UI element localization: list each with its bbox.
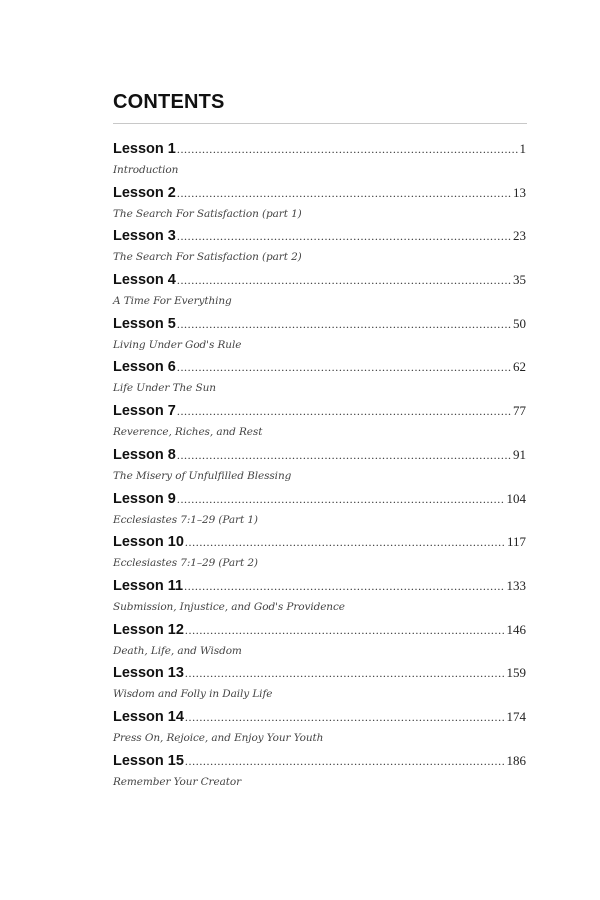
- dot-leader: [185, 754, 505, 768]
- toc-entry[interactable]: [113, 228, 526, 272]
- lesson-label: Lesson 7: [113, 403, 176, 420]
- lesson-label: Lesson 5: [113, 315, 176, 332]
- toc-entry[interactable]: [113, 622, 526, 666]
- dot-leader: [185, 710, 505, 724]
- toc-entry-line: [113, 622, 526, 642]
- lesson-subtitle: Introduction: [113, 164, 179, 176]
- lesson-subtitle: Reverence, Riches, and Rest: [113, 426, 263, 439]
- lesson-subtitle: Life Under The Sun: [113, 382, 216, 395]
- lesson-label: Lesson 6: [113, 359, 176, 376]
- toc-entry-line: [113, 141, 526, 161]
- lesson-subtitle: Submission, Injustice, and God's Providence: [113, 600, 345, 613]
- lesson-subtitle: Remember Your Creator: [113, 775, 241, 788]
- toc-entry[interactable]: [113, 316, 526, 360]
- page-number: 77: [513, 403, 526, 419]
- toc-entry[interactable]: [113, 753, 526, 797]
- dot-leader: [185, 623, 505, 637]
- table-of-contents: [113, 141, 526, 796]
- lesson-subtitle: Ecclesiastes 7:1–29 (Part 1): [113, 513, 258, 526]
- page-number: 23: [513, 228, 526, 244]
- toc-entry-line: [113, 447, 526, 467]
- dot-leader: [185, 535, 505, 549]
- dot-leader: [177, 229, 511, 243]
- lesson-label: Lesson 12: [113, 621, 184, 638]
- toc-entry[interactable]: [113, 272, 526, 316]
- lesson-subtitle: The Search For Satisfaction (part 2): [113, 251, 302, 264]
- lesson-label: Lesson 14: [113, 708, 184, 725]
- page-title: CONTENTS: [113, 91, 225, 113]
- toc-entry[interactable]: [113, 403, 526, 447]
- page-number: 62: [513, 359, 526, 375]
- lesson-label: Lesson 9: [113, 490, 176, 507]
- lesson-subtitle: Ecclesiastes 7:1–29 (Part 2): [113, 557, 258, 570]
- lesson-subtitle: Death, Life, and Wisdom: [113, 644, 242, 657]
- toc-entry[interactable]: [113, 491, 526, 535]
- toc-entry[interactable]: [113, 447, 526, 491]
- toc-entry[interactable]: [113, 709, 526, 753]
- lesson-subtitle: A Time For Everything: [113, 295, 232, 308]
- dot-leader: [177, 273, 511, 287]
- page-number: 146: [506, 621, 526, 637]
- toc-entry-line: [113, 534, 526, 554]
- lesson-label: Lesson 11: [113, 577, 184, 594]
- lesson-subtitle: Press On, Rejoice, and Enjoy Your Youth: [113, 731, 324, 744]
- page-number: 13: [513, 184, 526, 200]
- toc-entry-line: [113, 185, 526, 205]
- toc-entry-line: [113, 316, 526, 336]
- page-number: 91: [513, 446, 526, 462]
- toc-entry-line: [113, 272, 526, 292]
- lesson-label: Lesson 3: [113, 228, 176, 245]
- dot-leader: [184, 579, 504, 593]
- page-number: 186: [506, 752, 526, 768]
- toc-entry[interactable]: [113, 578, 526, 622]
- page-number: 50: [513, 315, 526, 331]
- title-divider: [113, 123, 527, 124]
- lesson-subtitle: The Search For Satisfaction (part 1): [113, 207, 302, 220]
- toc-entry[interactable]: [113, 534, 526, 578]
- toc-entry-line: [113, 753, 526, 773]
- page-number: 117: [506, 534, 526, 550]
- toc-entry-line: [113, 578, 526, 598]
- toc-entry-line: [113, 403, 526, 423]
- page-number: 159: [506, 665, 526, 681]
- toc-entry-line: [113, 228, 526, 248]
- toc-entry-line: [113, 709, 526, 729]
- dot-leader: [177, 448, 511, 462]
- toc-entry[interactable]: [113, 185, 526, 229]
- dot-leader: [177, 142, 518, 156]
- toc-entry-line: [113, 359, 526, 379]
- toc-entry[interactable]: [113, 359, 526, 403]
- lesson-label: Lesson 2: [113, 184, 176, 201]
- dot-leader: [185, 666, 505, 680]
- dot-leader: [177, 404, 511, 418]
- page-number: 174: [506, 708, 526, 724]
- lesson-label: Lesson 1: [113, 141, 176, 157]
- page-number: 104: [506, 490, 526, 506]
- toc-entry[interactable]: [113, 665, 526, 709]
- toc-entry-line: [113, 491, 526, 511]
- dot-leader: [177, 317, 511, 331]
- lesson-label: Lesson 4: [113, 272, 176, 289]
- dot-leader: [177, 186, 511, 200]
- page-number: 35: [513, 272, 526, 288]
- lesson-subtitle: Living Under God's Rule: [113, 338, 242, 351]
- lesson-label: Lesson 8: [113, 446, 176, 463]
- lesson-subtitle: Wisdom and Folly in Daily Life: [113, 688, 273, 701]
- toc-entry-line: [113, 665, 526, 685]
- lesson-label: Lesson 10: [113, 534, 184, 551]
- dot-leader: [177, 360, 511, 374]
- lesson-label: Lesson 15: [113, 752, 184, 769]
- dot-leader: [177, 492, 505, 506]
- page-number: 133: [506, 577, 526, 593]
- page-number: 1: [519, 141, 526, 156]
- lesson-label: Lesson 13: [113, 665, 184, 682]
- lesson-subtitle: The Misery of Unfulfilled Blessing: [113, 469, 292, 482]
- toc-entry[interactable]: [113, 141, 526, 185]
